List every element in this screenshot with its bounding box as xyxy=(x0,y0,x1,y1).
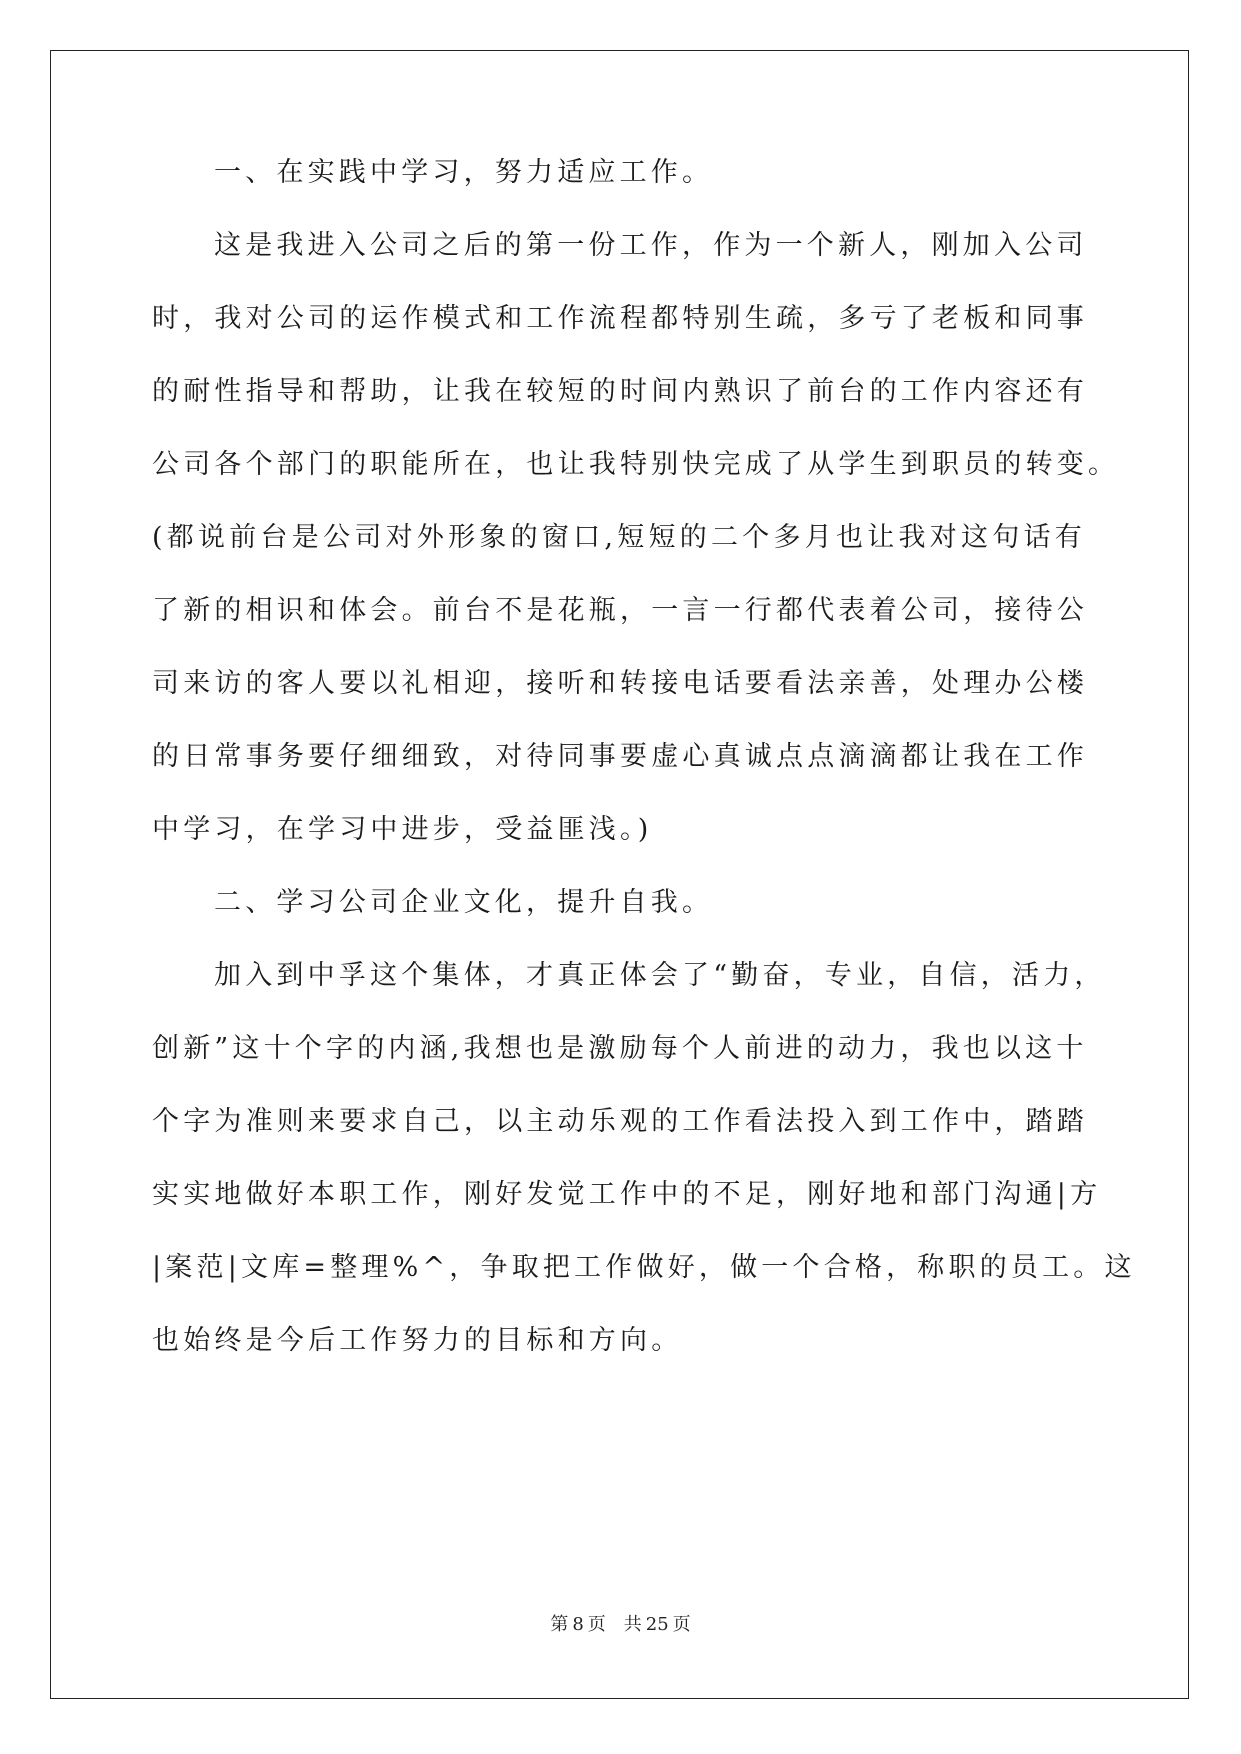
paragraph-line: 中学习，在学习中进步，受益匪浅。) xyxy=(152,814,653,845)
paragraph-line: |案范|文库=整理%^，争取把工作做好，做一个合格，称职的员工。这 xyxy=(152,1252,1136,1283)
total-page-number: 25 xyxy=(645,1614,669,1635)
page-prefix: 第 xyxy=(550,1614,569,1635)
paragraph-line: 这是我进入公司之后的第一份工作，作为一个新人，刚加入公司 xyxy=(214,230,1088,261)
paragraph-line: 也始终是今后工作努力的目标和方向。 xyxy=(152,1325,683,1356)
paragraph-line: 的耐性指导和帮助，让我在较短的时间内熟识了前台的工作内容还有 xyxy=(152,376,1088,407)
heading-section-2: 二、学习公司企业文化，提升自我。 xyxy=(214,887,714,918)
paragraph-line: 加入到中孚这个集体，才真正体会了“勤奋，专业，自信，活力， xyxy=(214,960,1106,991)
page-suffix: 页 xyxy=(672,1614,691,1635)
page-footer xyxy=(0,1610,1241,1636)
page-border xyxy=(50,50,1189,1699)
paragraph-line: 公司各个部门的职能所在，也让我特别快完成了从学生到职员的转变。 xyxy=(152,449,1120,480)
paragraph-line: (都说前台是公司对外形象的窗口,短短的二个多月也让我对这句话有 xyxy=(152,522,1086,553)
current-page-number: 8 xyxy=(572,1614,584,1635)
paragraph-line: 了新的相识和体会。前台不是花瓶，一言一行都代表着公司，接待公 xyxy=(152,595,1088,626)
heading-section-1: 一、在实践中学习，努力适应工作。 xyxy=(214,157,714,188)
paragraph-line: 实实地做好本职工作，刚好发觉工作中的不足，刚好地和部门沟通|方 xyxy=(152,1179,1102,1210)
paragraph-line: 创新”这十个字的内涵,我想也是激励每个人前进的动力，我也以这十 xyxy=(152,1033,1088,1064)
paragraph-line: 司来访的客人要以礼相迎，接听和转接电话要看法亲善，处理办公楼 xyxy=(152,668,1088,699)
paragraph-line: 的日常事务要仔细细致，对待同事要虚心真诚点点滴滴都让我在工作 xyxy=(152,741,1088,772)
paragraph-line: 时，我对公司的运作模式和工作流程都特别生疏，多亏了老板和同事 xyxy=(152,303,1088,334)
page-mid-text: 页 共 xyxy=(587,1614,642,1635)
paragraph-line: 个字为准则来要求自己，以主动乐观的工作看法投入到工作中，踏踏 xyxy=(152,1106,1088,1137)
